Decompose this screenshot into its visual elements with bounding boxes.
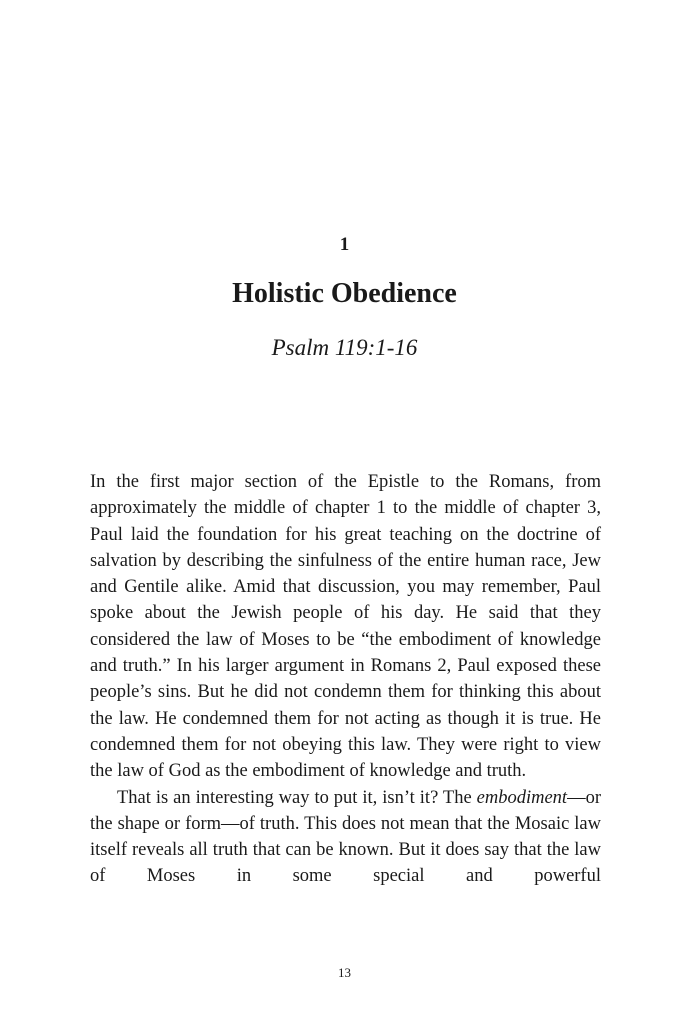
paragraph-text: —or the shape or form—of truth. This does not mean that the Mosaic law itself reveals all truth that can be known. But it does say that the law of Moses in some special and powerful (90, 787, 601, 887)
paragraph-text: That is an interesting way to put it, isn’t it? The (117, 787, 477, 808)
chapter-number: 1 (339, 234, 350, 255)
emphasis-text: embodiment (476, 787, 568, 808)
chapter-title: Holistic Obedience (232, 278, 457, 309)
page-number: 13 (338, 965, 351, 980)
chapter-subtitle: Psalm 119:1-16 (271, 335, 418, 360)
paragraph (90, 785, 601, 890)
paragraph: In the first major section of the Epistle to the Romans, from approximately the middle of chapter 1 to the middle of chapter 3, Paul laid the foundation for his great teaching on the doctrine of salvation by describing the sinfulness of the entire human race, Jew and Gentile alike. Amid that discussion, you may remember, Paul spoke about the Jewish people of his day. He said that they considered the law of Moses to be “the embodiment of knowledge and truth.” In his larger argument in Romans 2, Paul exposed these people’s sins. But he did not condemn them for thinking this about the law. He condemned them for not acting as though it is true. He condemned them for not obeying this law. They were right to view the law of God as the embodiment of knowledge and truth. (90, 472, 601, 782)
body-text (90, 469, 601, 890)
